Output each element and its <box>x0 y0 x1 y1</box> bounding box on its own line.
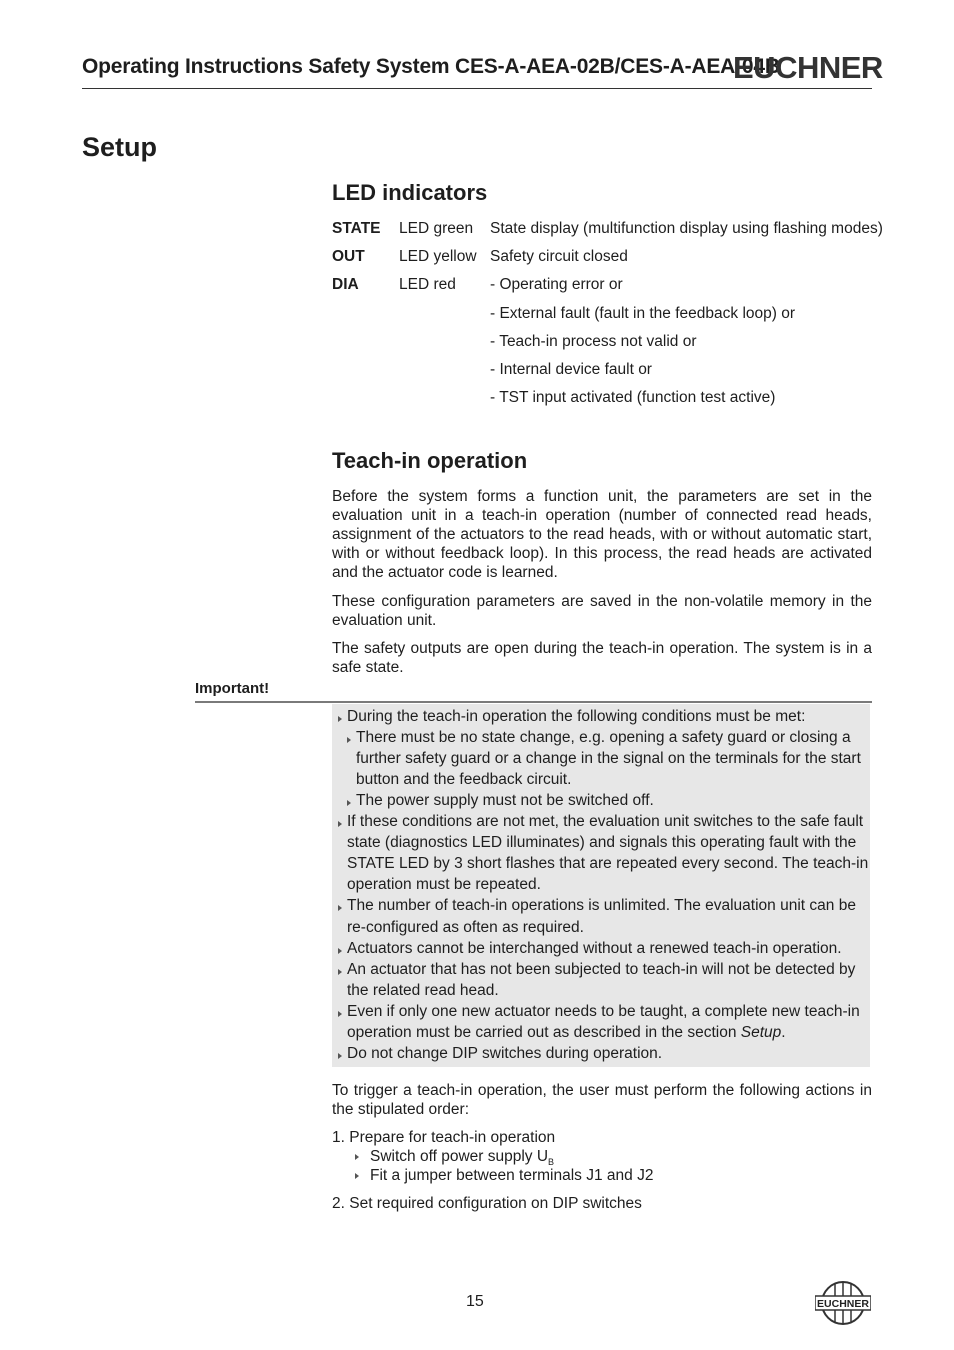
led-description: Safety circuit closed <box>490 248 628 265</box>
setup-reference: Setup <box>740 1024 782 1041</box>
euchner-seal-icon <box>815 1280 871 1326</box>
teach-in-paragraph: The safety outputs are open during the teach-in operation. The system is in a safe state. <box>332 640 872 676</box>
page-number: 15 <box>466 1293 484 1310</box>
led-color: LED red <box>399 276 456 293</box>
bullet-arrow-icon <box>338 969 342 975</box>
note-line: operation must be repeated. <box>347 876 541 893</box>
led-description: State display (multifunction display using flashing modes) <box>490 220 883 237</box>
step-1-sub: Fit a jumper between terminals J1 and J2 <box>370 1167 654 1184</box>
note-line: There must be no state change, e.g. opening a safety guard or closing a <box>356 729 851 746</box>
bullet-arrow-icon <box>338 821 342 827</box>
bullet-arrow-icon <box>355 1154 359 1160</box>
bullet-arrow-icon <box>338 1011 342 1017</box>
dia-condition: - External fault (fault in the feedback loop) or <box>490 305 795 322</box>
note-line: The number of teach-in operations is unlimited. The evaluation unit can be <box>347 897 856 914</box>
note-text: operation must be carried out as described in the section <box>347 1024 741 1041</box>
led-code: OUT <box>332 248 365 265</box>
note-line: Do not change DIP switches during operation. <box>347 1045 663 1062</box>
dia-condition: - Teach-in process not valid or <box>490 333 697 350</box>
teach-in-paragraph: These configuration parameters are saved in the non-volatile memory in the evaluation unit. <box>332 593 872 629</box>
step-1: 1. Prepare for teach-in operation <box>332 1129 556 1146</box>
document-title: Operating Instructions Safety System CES-A-AEA-02B/CES-A-AEA-04B <box>82 55 780 78</box>
led-code: STATE <box>332 220 381 237</box>
step-1-sub <box>370 1148 554 1167</box>
note-line: the related read head. <box>347 982 499 999</box>
dia-condition: - Internal device fault or <box>490 361 652 378</box>
teach-in-paragraph: Before the system forms a function unit, the parameters are set in the evaluation unit in a teach-in operation (number of connected read heads, assignment of the actuators to the read heads, with or without automatic start, with or without feedback loop). In this process, the read heads are activated and the actuator code is learned. <box>332 488 872 581</box>
bullet-arrow-icon <box>347 800 351 806</box>
bullet-arrow-icon <box>355 1173 359 1179</box>
dia-condition: - TST input activated (function test active) <box>490 389 776 406</box>
bullet-arrow-icon <box>338 1053 342 1059</box>
important-label: Important! <box>195 680 270 697</box>
header-divider <box>82 88 872 89</box>
important-divider <box>195 701 872 703</box>
note-line: Even if only one new actuator needs to be taught, a complete new teach-in <box>347 1003 860 1020</box>
bullet-arrow-icon <box>338 716 342 722</box>
note-line: state (diagnostics LED illuminates) and signals this operating fault with the <box>347 834 857 851</box>
note-line: STATE LED by 3 short flashes that are repeated every second. The teach-in <box>347 855 869 872</box>
led-description: - Operating error or <box>490 276 623 293</box>
led-indicators-heading: LED indicators <box>332 180 488 205</box>
led-color: LED green <box>399 220 474 237</box>
note-line: button and the feedback circuit. <box>356 771 572 788</box>
teach-in-heading: Teach-in operation <box>332 448 528 473</box>
bullet-arrow-icon <box>338 948 342 954</box>
note-line: During the teach-in operation the following conditions must be met: <box>347 708 806 725</box>
note-text: . <box>781 1024 786 1041</box>
bullet-arrow-icon <box>347 737 351 743</box>
subscript-b: B <box>548 1157 555 1168</box>
sub-text: Switch off power supply U <box>370 1148 549 1165</box>
section-title: Setup <box>82 132 158 162</box>
note-line: Actuators cannot be interchanged without a renewed teach-in operation. <box>347 940 842 957</box>
euchner-logo: EUCHNER <box>733 50 883 85</box>
important-notes-box <box>332 704 870 1067</box>
note-line: The power supply must not be switched off. <box>356 792 654 809</box>
led-color: LED yellow <box>399 248 477 265</box>
bullet-arrow-icon <box>338 905 342 911</box>
led-code: DIA <box>332 276 359 293</box>
step-2: 2. Set required configuration on DIP switches <box>332 1195 642 1212</box>
seal-text: EUCHNER <box>817 1298 869 1310</box>
note-line: further safety guard or a change in the signal on the terminals for the start <box>356 750 861 767</box>
note-line <box>347 1022 786 1043</box>
note-line: re-configured as often as required. <box>347 919 584 936</box>
trigger-intro: To trigger a teach-in operation, the user must perform the following actions in the stipulated order: <box>332 1082 872 1118</box>
note-line: An actuator that has not been subjected to teach-in will not be detected by <box>347 961 856 978</box>
note-line: If these conditions are not met, the evaluation unit switches to the safe fault <box>347 813 864 830</box>
